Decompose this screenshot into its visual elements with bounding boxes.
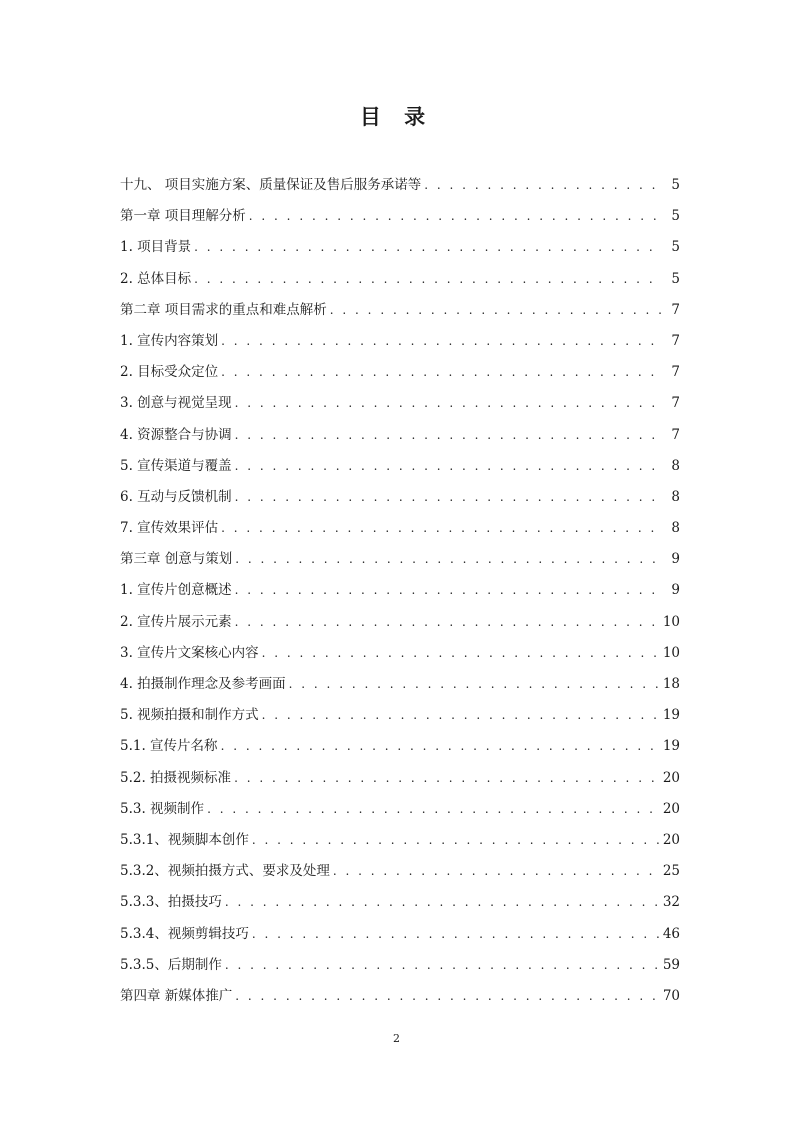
toc-entry-page-number: 25 <box>662 863 680 880</box>
toc-entry[interactable] <box>120 577 680 608</box>
toc-entry-label: 1. 项目背景 <box>120 239 192 256</box>
toc-entry[interactable] <box>120 234 680 265</box>
toc-entry[interactable] <box>120 266 680 297</box>
toc-dot-leader <box>235 453 662 479</box>
toc-entry-page-number: 5 <box>671 177 680 193</box>
toc-entry[interactable] <box>120 858 680 889</box>
toc-dot-leader <box>262 702 659 728</box>
toc-entry[interactable] <box>120 796 680 827</box>
toc-entry-label: 4. 拍摄制作理念及参考画面 <box>120 676 286 692</box>
toc-dot-leader <box>207 796 659 822</box>
toc-entry-label: 第四章 新媒体推广 <box>120 987 233 1004</box>
toc-entry-page-number: 20 <box>662 769 680 786</box>
toc-entry-label: 7. 宣传效果评估 <box>120 520 219 537</box>
toc-entry[interactable] <box>120 640 680 671</box>
toc-dot-leader <box>194 266 662 292</box>
toc-entry-page-number: 7 <box>671 426 680 443</box>
toc-entry-label: 5.3.5、后期制作 <box>120 956 222 973</box>
toc-entry-page-number: 5 <box>671 239 680 256</box>
toc-entry[interactable] <box>120 827 680 858</box>
toc-dot-leader <box>194 234 662 260</box>
toc-entry-label: 1. 宣传片创意概述 <box>120 582 232 599</box>
toc-entry-page-number: 20 <box>662 831 680 848</box>
table-of-contents <box>120 172 680 1014</box>
toc-dot-leader <box>235 546 662 572</box>
toc-entry-label: 3. 宣传片文案核心内容 <box>120 644 259 661</box>
toc-entry-label: 5. 视频拍摄和制作方式 <box>120 707 259 724</box>
toc-dot-leader <box>234 765 659 791</box>
toc-entry[interactable] <box>120 733 680 764</box>
toc-dot-leader <box>424 172 662 198</box>
toc-entry-page-number: 70 <box>662 987 680 1004</box>
toc-entry-label: 1. 宣传内容策划 <box>120 332 219 349</box>
toc-entry-page-number: 8 <box>671 457 680 474</box>
toc-entry[interactable] <box>120 921 680 952</box>
toc-dot-leader <box>221 359 662 385</box>
toc-entry-page-number: 5 <box>671 208 680 225</box>
toc-entry-label: 4. 资源整合与协调 <box>120 426 232 443</box>
toc-entry[interactable] <box>120 328 680 359</box>
toc-entry[interactable] <box>120 390 680 421</box>
toc-entry-label: 5.3.2、视频拍摄方式、要求及处理 <box>120 863 330 880</box>
toc-entry-label: 2. 宣传片展示元素 <box>120 613 232 630</box>
toc-entry[interactable] <box>120 359 680 390</box>
toc-entry-label: 第二章 项目需求的重点和难点解析 <box>120 301 327 318</box>
toc-entry-label: 5. 宣传渠道与覆盖 <box>120 457 232 474</box>
toc-entry-label: 5.2. 拍摄视频标准 <box>120 769 232 786</box>
toc-entry[interactable] <box>120 983 680 1014</box>
toc-entry-label: 6. 互动与反馈机制 <box>120 488 232 505</box>
toc-entry-page-number: 5 <box>671 270 680 287</box>
toc-dot-leader <box>221 733 659 759</box>
toc-dot-leader <box>221 515 662 541</box>
toc-entry-label: 5.1. 宣传片名称 <box>120 738 218 755</box>
toc-entry-page-number: 9 <box>671 582 680 599</box>
toc-entry[interactable] <box>120 889 680 920</box>
toc-dot-leader <box>221 328 662 354</box>
toc-entry[interactable] <box>120 172 680 203</box>
toc-entry[interactable] <box>120 484 680 515</box>
toc-entry[interactable] <box>120 515 680 546</box>
toc-dot-leader <box>235 609 659 635</box>
toc-entry-label: 十九、 项目实施方案、质量保证及售后服务承诺等 <box>120 177 422 193</box>
toc-entry-label: 5.3.3、拍摄技巧 <box>120 894 222 911</box>
toc-entry-label: 第一章 项目理解分析 <box>120 208 246 225</box>
toc-dot-leader <box>225 889 659 915</box>
page-title: 目 录 <box>359 105 434 129</box>
toc-entry-label: 5.3. 视频制作 <box>120 800 205 817</box>
toc-entry[interactable] <box>120 297 680 328</box>
toc-dot-leader <box>235 983 659 1009</box>
toc-entry-page-number: 19 <box>662 707 680 724</box>
toc-entry-page-number: 32 <box>662 894 680 911</box>
toc-entry-label: 第三章 创意与策划 <box>120 551 233 568</box>
toc-dot-leader <box>252 921 659 947</box>
toc-entry[interactable] <box>120 609 680 640</box>
toc-entry-page-number: 20 <box>662 800 680 817</box>
toc-entry-page-number: 10 <box>662 613 680 630</box>
toc-entry[interactable] <box>120 203 680 234</box>
toc-entry-page-number: 10 <box>662 644 680 661</box>
toc-entry-page-number: 9 <box>671 551 680 568</box>
toc-entry-page-number: 7 <box>671 395 680 412</box>
toc-dot-leader <box>252 827 659 853</box>
toc-entry-label: 5.3.1、视频脚本创作 <box>120 831 249 848</box>
toc-dot-leader <box>333 858 659 884</box>
toc-dot-leader <box>235 484 662 510</box>
toc-entry-label: 5.3.4、视频剪辑技巧 <box>120 925 249 942</box>
toc-entry[interactable] <box>120 671 680 702</box>
page-number: 2 <box>393 1032 400 1045</box>
toc-entry[interactable] <box>120 765 680 796</box>
toc-entry-label: 3. 创意与视觉呈现 <box>120 395 232 412</box>
toc-entry[interactable] <box>120 702 680 733</box>
toc-entry[interactable] <box>120 422 680 453</box>
toc-dot-leader <box>330 297 662 323</box>
toc-dot-leader <box>235 422 662 448</box>
toc-dot-leader <box>235 390 662 416</box>
toc-entry-page-number: 19 <box>662 738 680 755</box>
toc-entry[interactable] <box>120 453 680 484</box>
toc-entry[interactable] <box>120 546 680 577</box>
toc-entry-label: 2. 总体目标 <box>120 270 192 287</box>
toc-dot-leader <box>289 671 659 697</box>
toc-entry-page-number: 7 <box>671 301 680 318</box>
toc-entry[interactable] <box>120 952 680 983</box>
toc-entry-page-number: 18 <box>662 676 680 692</box>
toc-entry-page-number: 8 <box>671 488 680 505</box>
toc-entry-page-number: 59 <box>662 956 680 973</box>
toc-entry-label: 2. 目标受众定位 <box>120 364 219 381</box>
toc-entry-page-number: 8 <box>671 520 680 537</box>
toc-dot-leader <box>235 577 662 603</box>
toc-entry-page-number: 46 <box>662 925 680 942</box>
toc-entry-page-number: 7 <box>671 332 680 349</box>
toc-dot-leader <box>249 203 662 229</box>
toc-dot-leader <box>225 952 659 978</box>
toc-dot-leader <box>262 640 659 666</box>
toc-entry-page-number: 7 <box>671 364 680 381</box>
